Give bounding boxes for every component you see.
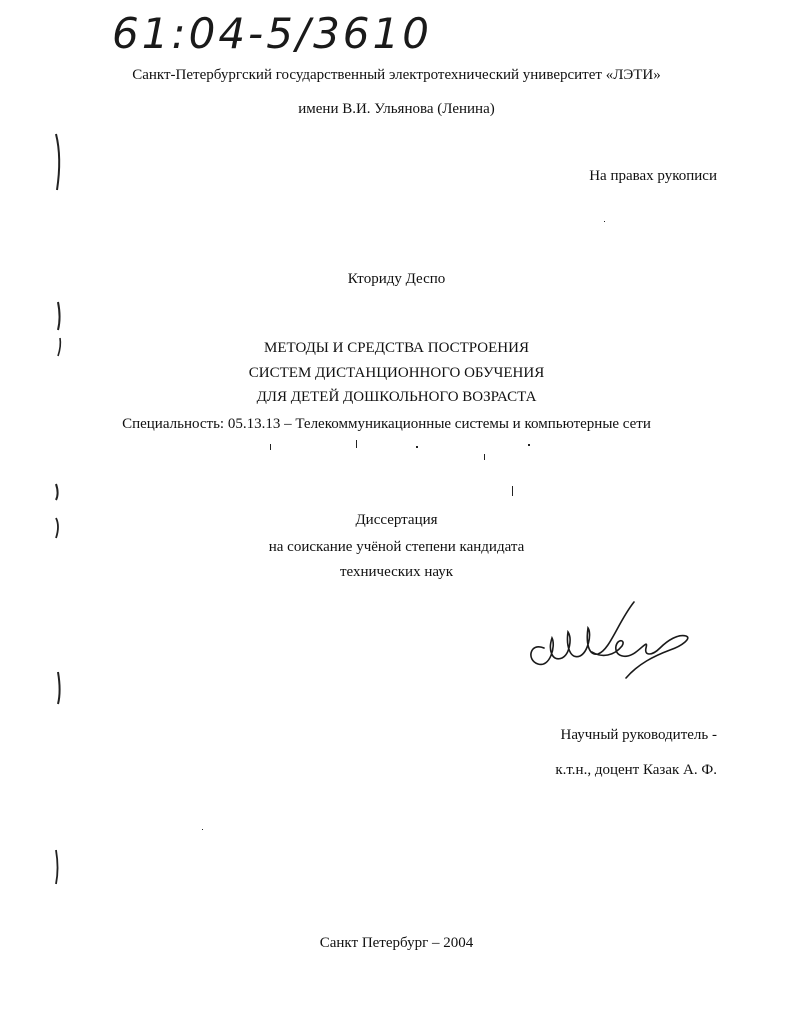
thesis-title-line-2: СИСТЕМ ДИСТАНЦИОННОГО ОБУЧЕНИЯ (248, 365, 545, 381)
degree-line-2: на соискание учёной степени кандидата (268, 539, 525, 555)
specialty-line: Специальность: 05.13.13 – Телекоммуникационные системы и компьютерные сети (122, 416, 651, 432)
scan-speck (604, 221, 605, 222)
scan-speck (416, 446, 418, 448)
catalog-number-text: 61:04-5/3610 (112, 9, 432, 56)
scan-speck (484, 454, 485, 460)
scan-speck (528, 444, 530, 446)
city-year-footer: Санкт Петербург – 2004 (319, 935, 474, 951)
thesis-title-line-1: МЕТОДЫ И СРЕДСТВА ПОСТРОЕНИЯ (264, 340, 529, 356)
scan-speck (512, 486, 513, 496)
scan-speck (202, 829, 203, 830)
degree-line-3: технических наук (339, 564, 454, 580)
supervisor-label: Научный руководитель - (560, 727, 717, 743)
signature-image (522, 598, 692, 680)
supervisor-name: к.т.н., доцент Казак А. Ф. (555, 762, 717, 778)
author-name: Ктoриду Деспо (347, 271, 446, 287)
university-name: Санкт-Петербургский государственный электротехнический университет «ЛЭТИ» (132, 67, 661, 83)
degree-line-1: Диссертация (355, 512, 438, 528)
thesis-title-line-3: ДЛЯ ДЕТЕЙ ДОШКОЛЬНОГО ВОЗРАСТА (256, 389, 537, 405)
university-honorific: имени В.И. Ульянова (Ленина) (298, 101, 495, 117)
catalog-number-handwritten (112, 4, 532, 56)
binding-margin-marks (46, 0, 76, 1024)
rights-note: На правах рукописи (589, 168, 717, 184)
scan-speck (270, 444, 271, 450)
scan-speck (356, 440, 357, 448)
